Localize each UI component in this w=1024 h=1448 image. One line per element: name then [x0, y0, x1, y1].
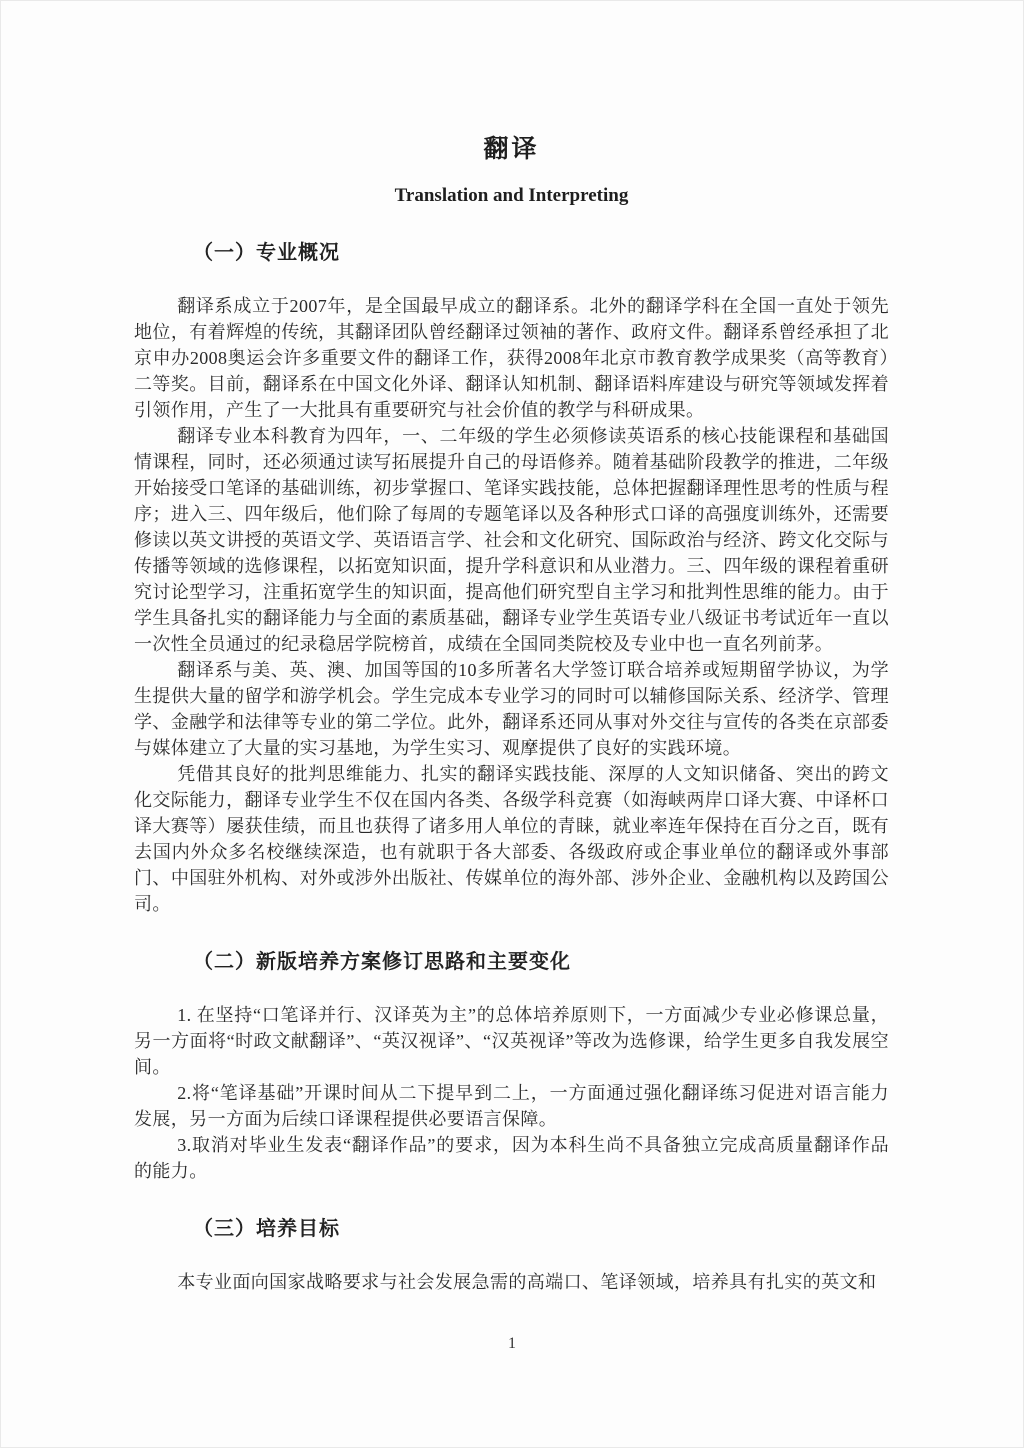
section-heading-training-goals: （三）培养目标 [193, 1218, 340, 1240]
section-training-goals [134, 1217, 889, 1295]
paragraph: 本专业面向国家战略要求与社会发展急需的高端口、笔译领域，培养具有扎实的英文和 [177, 1272, 877, 1292]
paragraph: 翻译系成立于2007年，是全国最早成立的翻译系。北外的翻译学科在全国一直处于领先地位，有着辉煌的传统，其翻译团队曾经翻译过领袖的著作、政府文件。翻译系曾经承担了北京申办2008奥运会许多重要文件的翻译工作，获得2008年北京市教育教学成果奖（高等教育）二等奖。目前，翻译系在中国文化外译、翻译认知机制、翻译语料库建设与研究等领域发挥着引领作用，产生了一大批具有重要研究与社会价值的教学与科研成果。 [134, 296, 889, 420]
section-heading-overview: （一）专业概况 [193, 242, 340, 264]
section-plan-revision [134, 950, 889, 1184]
paragraph: 凭借其良好的批判思维能力、扎实的翻译实践技能、深厚的人文知识储备、突出的跨文化交际能力，翻译专业学生不仅在国内各类、各级学科竞赛（如海峡两岸口译大赛、中译杯口译大赛等）屡获佳绩，而且也获得了诸多用人单位的青睐，就业率连年保持在百分之百，既有去国内外众多名校继续深造，也有就职于各大部委、各级政府或企事业单位的翻译或外事部门、中国驻外机构、对外或涉外出版社、传媒单位的海外部、涉外企业、金融机构以及跨国公司。 [134, 764, 889, 914]
paragraph: 翻译专业本科教育为四年，一、二年级的学生必须修读英语系的核心技能课程和基础国情课程，同时，还必须通过读写拓展提升自己的母语修养。随着基础阶段教学的推进，二年级开始接受口笔译的基础训练，初步掌握口、笔译实践技能，总体把握翻译理性思考的性质与程序；进入三、四年级后，他们除了每周的专题笔译以及各种形式口译的高强度训练外，还需要修读以英文讲授的英语文学、英语语言学、社会和文化研究、国际政治与经济、跨文化交际与传播等领域的选修课程，以拓宽知识面，提升学科意识和从业潜力。三、四年级的课程着重研究讨论型学习，注重拓宽学生的知识面，提高他们研究型自主学习和批判性思维的能力。由于学生具备扎实的翻译能力与全面的素质基础，翻译专业学生英语专业八级证书考试近年一直以一次性全员通过的纪录稳居学院榜首，成绩在全国同类院校及专业中也一直名列前茅。 [134, 426, 889, 654]
document-subtitle: Translation and Interpreting [394, 185, 629, 206]
page-number: 1 [508, 1335, 516, 1352]
paragraph: 1. 在坚持“口笔译并行、汉译英为主”的总体培养原则下，一方面减少专业必修课总量，另一方面将“时政文献翻译”、“英汉视译”、“汉英视译”等改为选修课，给学生更多自我发展空间。 [134, 1005, 889, 1077]
document-title: 翻译 [483, 135, 540, 163]
paragraph: 翻译系与美、英、澳、加国等国的10多所著名大学签订联合培养或短期留学协议，为学生提供大量的留学和游学机会。学生完成本专业学习的同时可以辅修国际关系、经济学、管理学、金融学和法律等专业的第二学位。此外，翻译系还同从事对外交往与宣传的各类在京部委与媒体建立了大量的实习基地，为学生实习、观摩提供了良好的实践环境。 [134, 660, 889, 758]
section-major-overview [134, 241, 889, 917]
paragraph: 2.将“笔译基础”开课时间从二下提早到二上，一方面通过强化翻译练习促进对语言能力发展，另一方面为后续口译课程提供必要语言保障。 [134, 1083, 889, 1129]
paragraph: 3.取消对毕业生发表“翻译作品”的要求，因为本科生尚不具备独立完成高质量翻译作品的能力。 [134, 1135, 889, 1181]
section-heading-plan-revision: （二）新版培养方案修订思路和主要变化 [193, 951, 571, 973]
